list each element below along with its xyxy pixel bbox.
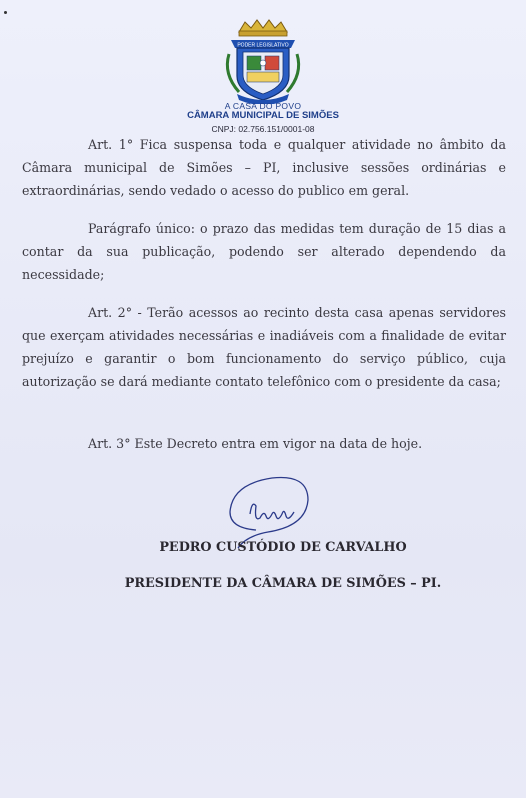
article-1: Art. 1° Fica suspensa toda e qualquer atividade no âmbito da Câmara municipal de Simões – PI, inclusive sessões ordinárias e extraordinárias, sendo vedado o acesso do publico em geral. (22, 137, 506, 198)
signatory-name: PEDRO CUSTÓDIO DE CARVALHO (159, 540, 407, 555)
crest-banner-text: PODER LEGISLATIVO (237, 42, 289, 49)
article-3: Art. 3° Este Decreto entra em vigor na data de hoje. (88, 436, 423, 451)
letterhead (0, 0, 526, 140)
article-2: Art. 2° - Terão acessos ao recinto desta casa apenas servidores que exerçam atividades necessárias e inadiáveis com a finalidade de evitar prejuízo e garantir o bom funcionamento do serviço público, cuja autorização se dará mediante contato telefônico com o presidente da casa; (22, 305, 506, 389)
signatory-title: PRESIDENTE DA CÂMARA DE SIMÕES – PI. (124, 576, 442, 591)
coat-of-arms-icon (217, 18, 309, 104)
institution-name: CÂMARA MUNICIPAL DE SIMÕES (187, 110, 339, 121)
motto: A CASA DO POVO (224, 101, 302, 111)
paragrafo-unico: Parágrafo único: o prazo das medidas tem duração de 15 dias a contar da sua publicação, podendo ser alterado dependendo da necessidade; (22, 221, 506, 282)
cnpj: CNPJ: 02.756.151/0001-08 (211, 124, 315, 134)
